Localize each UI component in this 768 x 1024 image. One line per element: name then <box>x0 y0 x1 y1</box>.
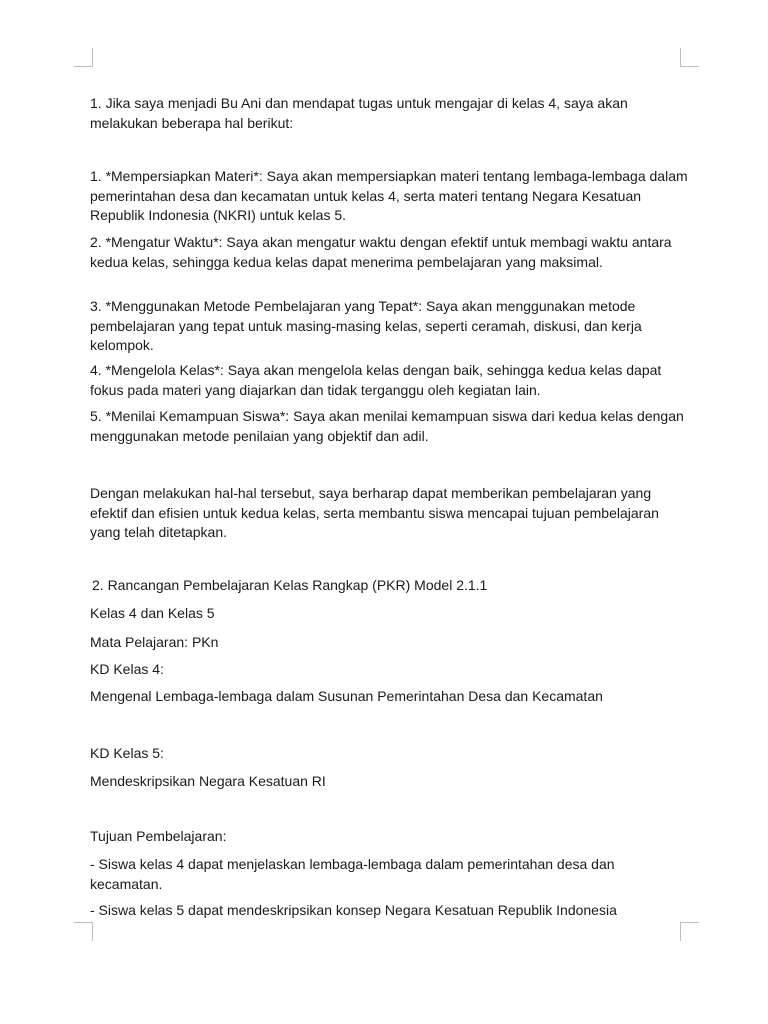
intro-paragraph: 1. Jika saya menjadi Bu Ani dan mendapat tugas untuk mengajar di kelas 4, saya akan melakukan beberapa hal berikut: <box>90 95 628 131</box>
list-item-manage-time: 2. *Mengatur Waktu*: Saya akan mengatur waktu dengan efektif untuk membagi waktu antara kedua kelas, sehingga kedua kelas dapat menerima pembelajaran yang maksimal. <box>90 234 672 270</box>
list-item-prepare-material: 1. *Mempersiapkan Materi*: Saya akan mempersiapkan materi tentang lembaga-lembaga dalam pemerintahan desa dan kecamatan untuk kelas 4, serta materi tentang Negara Kesatuan Republik Indonesia (NKRI) untuk kelas 5. <box>90 168 688 223</box>
objective-class-5: - Siswa kelas 5 dapat mendeskripsikan konsep Negara Kesatuan Republik Indonesia <box>90 902 617 918</box>
crop-mark-bottom-left <box>74 922 93 941</box>
list-item-teaching-method: 3. *Menggunakan Metode Pembelajaran yang Tepat*: Saya akan menggunakan metode pembelajaran yang tepat untuk masing-masing kelas, seperti ceramah, diskusi, dan kerja kelompok. <box>90 298 642 353</box>
list-item-assess-students: 5. *Menilai Kemampuan Siswa*: Saya akan menilai kemampuan siswa dari kedua kelas dengan menggunakan metode penilaian yang objektif dan adil. <box>90 408 684 444</box>
objective-class-4: - Siswa kelas 4 dapat menjelaskan lembaga-lembaga dalam pemerintahan desa dan kecamatan. <box>90 856 615 892</box>
section-heading-pkr: 2. Rancangan Pembelajaran Kelas Rangkap (PKR) Model 2.1.1 <box>92 577 488 593</box>
kd-class-4-label: KD Kelas 4: <box>90 661 164 677</box>
class-line: Kelas 4 dan Kelas 5 <box>90 605 215 621</box>
list-item-manage-class: 4. *Mengelola Kelas*: Saya akan mengelola kelas dengan baik, sehingga kedua kelas dapat fokus pada materi yang diajarkan dan tidak terganggu oleh kegiatan lain. <box>90 362 662 398</box>
subject-line: Mata Pelajaran: PKn <box>90 634 219 650</box>
kd-class-4-text: Mengenal Lembaga-lembaga dalam Susunan Pemerintahan Desa dan Kecamatan <box>90 688 603 704</box>
kd-class-5-text: Mendeskripsikan Negara Kesatuan RI <box>90 773 326 789</box>
kd-class-5-label: KD Kelas 5: <box>90 745 164 761</box>
learning-objectives-label: Tujuan Pembelajaran: <box>90 828 227 844</box>
crop-mark-top-right <box>680 48 699 67</box>
crop-mark-top-left <box>74 48 93 67</box>
conclusion-paragraph: Dengan melakukan hal-hal tersebut, saya berharap dapat memberikan pembelajaran yang efektif dan efisien untuk kedua kelas, serta membantu siswa mencapai tujuan pembelajaran yang telah ditetapkan. <box>90 485 659 540</box>
crop-mark-bottom-right <box>680 922 699 941</box>
